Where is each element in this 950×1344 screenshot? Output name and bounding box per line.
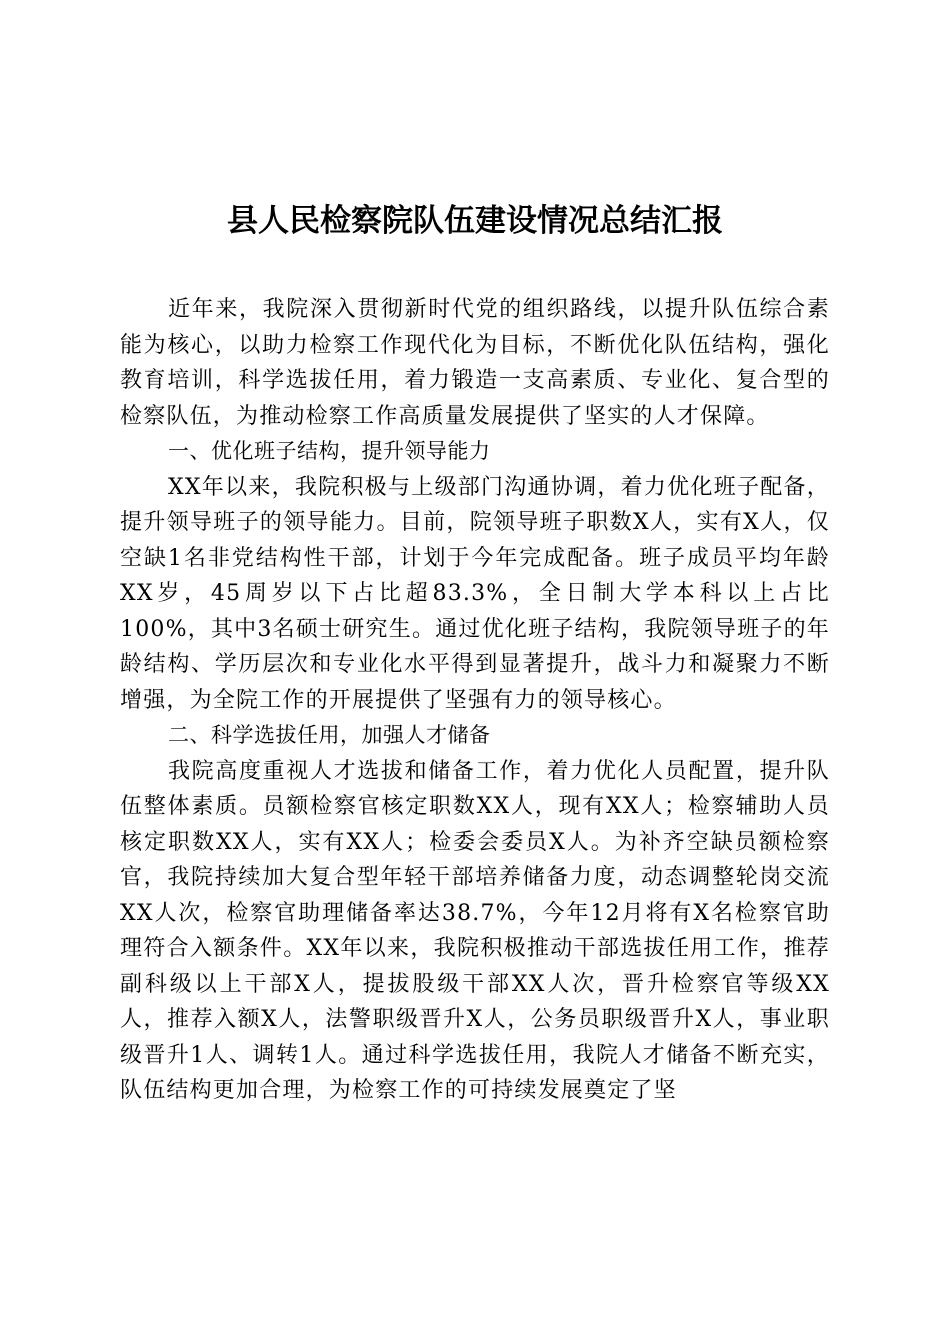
document-title: 县人民检察院队伍建设情况总结汇报 [227,203,723,239]
intro-paragraph: 近年来，我院深入贯彻新时代党的组织路线，以提升队伍综合素能为核心，以助力检察工作现代化为目标，不断优化队伍结构，强化教育培训，科学选拔任用，着力锻造一支高素质、专业化、复合型的检察队伍，为推动检察工作高质量发展提供了坚实的人才保障。 [120,297,830,429]
section-paragraph-1: XX年以来，我院积极与上级部门沟通协调，着力优化班子配备，提升领导班子的领导能力。目前，院领导班子职数X人，实有X人，仅空缺1名非党结构性干部，计划于今年完成配备。班子成员平均年龄XX岁，45周岁以下占比超83.3%，全日制大学本科以上占比100%，其中3名硕士研究生。通过优化班子结构，我院领导班子的年龄结构、学历层次和专业化水平得到显著提升，战斗力和凝聚力不断增强，为全院工作的开展提供了坚强有力的领导核心。 [120,474,830,713]
document-body [120,292,830,1109]
section-heading-1: 一、优化班子结构，提升领导能力 [168,439,491,463]
section-heading-2: 二、科学选拔任用，加强人才储备 [168,723,491,747]
section-paragraph-2: 我院高度重视人才选拔和储备工作，着力优化人员配置，提升队伍整体素质。员额检察官核定职数XX人，现有XX人；检察辅助人员核定职数XX人，实有XX人；检委会委员X人。为补齐空缺员额检察官，我院持续加大复合型年轻干部培养储备力度，动态调整轮岗交流XX人次，检察官助理储备率达38.7%，今年12月将有X名检察官助理符合入额条件。XX年以来，我院积极推动干部选拔任用工作，推荐副科级以上干部X人，提拔股级干部XX人次，晋升检察官等级XX人，推荐入额X人，法警职级晋升X人，公务员职级晋升X人，事业职级晋升1人、调转1人。通过科学选拔任用，我院人才储备不断充实，队伍结构更加合理，为检察工作的可持续发展奠定了坚 [120,758,830,1103]
